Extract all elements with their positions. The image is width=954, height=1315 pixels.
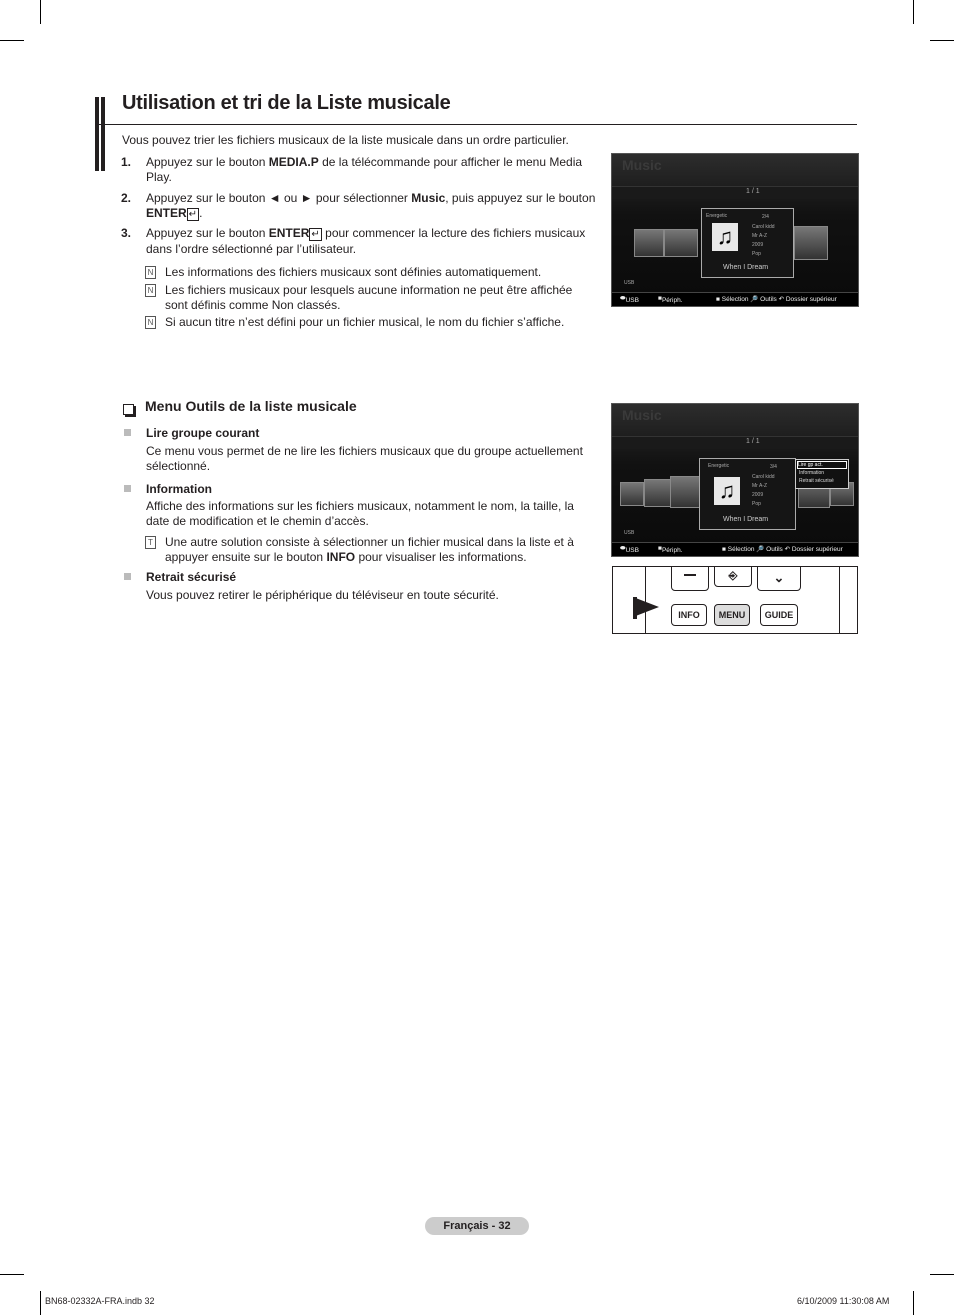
track-count: 2/4 xyxy=(762,214,769,220)
channel-down-button[interactable]: ⌄ xyxy=(757,566,801,591)
step-2-text: Appuyez sur le bouton ◄ ou ► pour sélectionner Music, puis appuyez sur le bouton ENTER ↵ . xyxy=(146,191,596,220)
usb-label: USB xyxy=(624,530,635,536)
timeline-band xyxy=(612,186,858,199)
selected-track-popup[interactable] xyxy=(701,208,794,278)
year: 2009 xyxy=(752,492,764,498)
status-hints: ■ Sélection 🔎 Outils ↶ Dossier supérieur xyxy=(716,296,837,303)
menu-item-information[interactable]: Information xyxy=(799,470,825,476)
song-title: When I Dream xyxy=(723,516,769,523)
enter-icon: ↵ xyxy=(311,229,320,240)
folder-thumbnail xyxy=(620,482,644,506)
note-text: Les fichiers musicaux pour lesquels aucune information ne peut être affichée xyxy=(165,283,573,297)
album: Mr A-Z xyxy=(752,233,767,239)
note-icon: N xyxy=(145,266,156,279)
folder-thumbnail xyxy=(664,229,698,257)
bullet-icon xyxy=(124,573,131,580)
item-text: Ce menu vous permet de ne lire les fichiers musicaux que du groupe actuellement xyxy=(146,444,583,458)
item-heading: Lire groupe courant xyxy=(146,426,260,440)
group-name: Energetic xyxy=(708,463,730,469)
tv-screen-music-list xyxy=(611,153,859,307)
step-number: 2. xyxy=(121,191,132,205)
step-3-text: Appuyez sur le bouton ENTER ↵ pour commencer la lecture des fichiers musicaux dans l’ordre sélectionné par l’utilisateur. xyxy=(146,226,586,256)
music-note-icon: ♫ xyxy=(712,223,738,251)
tip-text: appuyer ensuite sur le bouton INFO pour visualiser les informations. xyxy=(165,550,527,564)
status-bar xyxy=(612,292,858,306)
crop-mark xyxy=(40,1291,41,1315)
artist: Carol kidd xyxy=(752,224,775,230)
intro-text: Vous pouvez trier les fichiers musicaux de la liste musicale dans un ordre particulier. xyxy=(122,133,569,147)
crop-mark xyxy=(930,1274,954,1275)
bullet-icon xyxy=(124,485,131,492)
tools-menu xyxy=(795,459,849,489)
crop-mark xyxy=(40,0,41,24)
group-name: Energetic xyxy=(706,213,728,219)
crop-mark xyxy=(913,0,914,24)
item-text: sélectionné. xyxy=(146,459,211,473)
item-text: Affiche des informations sur les fichiers musicaux, notamment le nom, la taille, la xyxy=(146,499,574,513)
crop-mark xyxy=(0,40,24,41)
item-heading: Retrait sécurisé xyxy=(146,570,237,584)
genre: Pop xyxy=(752,251,761,257)
pointer-bar-icon xyxy=(633,597,637,619)
music-heading: Music xyxy=(622,407,662,423)
footer-file: BN68-02332A-FRA.indb 32 xyxy=(45,1296,155,1306)
page-number-badge: Français - 32 xyxy=(425,1217,529,1235)
enter-icon: ↵ xyxy=(188,209,198,220)
volume-down-button[interactable] xyxy=(671,566,709,591)
timeline-band xyxy=(612,436,858,449)
usb-status: ⬬ USB xyxy=(620,545,639,554)
source-button[interactable]: ⎆ xyxy=(714,566,752,587)
tv-screen-tools-menu xyxy=(611,403,859,557)
track-count: 3/4 xyxy=(770,464,777,470)
selected-track-popup[interactable] xyxy=(699,458,796,530)
crop-mark xyxy=(913,1291,914,1315)
info-button[interactable]: INFO xyxy=(671,604,707,626)
music-thumbnail xyxy=(794,226,828,260)
note-text: sont définis comme Non classés. xyxy=(165,298,341,312)
title-rule xyxy=(95,124,857,125)
device-status: ■ Périph. xyxy=(658,295,683,304)
menu-button[interactable]: MENU xyxy=(714,604,750,626)
note-icon: N xyxy=(145,284,156,297)
device-status: ■ Périph. xyxy=(658,545,683,554)
artist: Carol kidd xyxy=(752,474,775,480)
music-note-icon: ♫ xyxy=(714,477,740,505)
bullet-icon xyxy=(124,429,131,436)
section-checkbox-icon xyxy=(123,404,134,415)
section-heading: Menu Outils de la liste musicale xyxy=(145,398,357,414)
note-text: Si aucun titre n’est défini pour un fichier musical, le nom du fichier s’affiche. xyxy=(165,315,565,329)
status-hints: ■ Sélection 🔎 Outils ↶ Dossier supérieur xyxy=(722,546,843,553)
step-1-text: Appuyez sur le bouton MEDIA.P de la télécommande pour afficher le menu Media Play. xyxy=(146,155,583,184)
tip-text: Une autre solution consiste à sélectionner un fichier musical dans la liste et à xyxy=(165,535,574,549)
usb-status: ⬬ USB xyxy=(620,295,639,304)
page-indicator: 1 / 1 xyxy=(746,438,760,445)
item-text: date de modification et le chemin d’accès. xyxy=(146,514,369,528)
guide-button[interactable]: GUIDE xyxy=(760,604,798,626)
status-bar xyxy=(612,542,858,556)
remote-edge xyxy=(839,567,840,633)
note-text: Les informations des fichiers musicaux sont définies automatiquement. xyxy=(165,265,542,279)
page-title: Utilisation et tri de la Liste musicale xyxy=(122,92,451,114)
menu-item-safe-remove[interactable]: Retrait sécurisé xyxy=(799,478,834,484)
item-text: Vous pouvez retirer le périphérique du téléviseur en toute sécurité. xyxy=(146,588,499,602)
music-heading: Music xyxy=(622,157,662,173)
note-icon: N xyxy=(145,316,156,329)
album: Mr A-Z xyxy=(752,483,767,489)
tip-icon: T xyxy=(145,536,156,549)
remote-control-illustration xyxy=(612,566,858,634)
crop-mark xyxy=(0,1274,24,1275)
folder-thumbnail xyxy=(634,229,664,257)
menu-item-play-group[interactable]: Lire gp act. xyxy=(797,461,847,469)
step-number: 1. xyxy=(121,155,132,169)
page-indicator: 1 / 1 xyxy=(746,188,760,195)
item-heading: Information xyxy=(146,482,212,496)
year: 2009 xyxy=(752,242,764,248)
crop-mark xyxy=(930,40,954,41)
step-number: 3. xyxy=(121,226,132,240)
folder-thumbnail xyxy=(670,476,702,508)
footer-timestamp: 6/10/2009 11:30:08 AM xyxy=(797,1296,890,1306)
genre: Pop xyxy=(752,501,761,507)
usb-label: USB xyxy=(624,280,635,286)
song-title: When I Dream xyxy=(723,264,769,271)
